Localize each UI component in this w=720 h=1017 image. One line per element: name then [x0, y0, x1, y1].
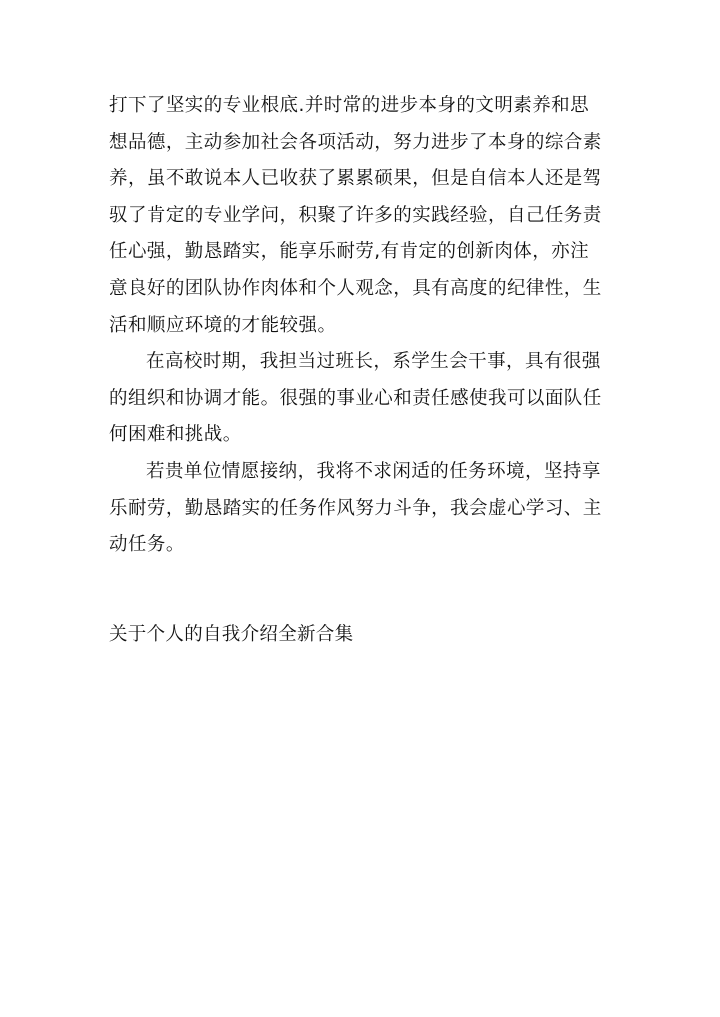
paragraph-3: [109, 454, 614, 564]
document-body: [109, 88, 614, 564]
paragraph-line: 乐耐劳，勤恳踏实的任务作风努力斗争，我会虚心学习、主: [109, 497, 602, 519]
paragraph-line: 打下了坚实的专业根底.并时常的进步本身的文明素养和思: [109, 95, 590, 116]
paragraph-line: 养，虽不敢说本人已收获了累累硕果，但是自信本人还是驾: [109, 168, 602, 190]
footer-title: 关于个人的自我介绍全新合集: [109, 624, 354, 645]
paragraph-2: [109, 344, 614, 454]
paragraph-line: 意良好的团队协作肉体和个人观念，具有高度的纪律性，生: [109, 277, 602, 299]
paragraph-line: 若贵单位情愿接纳，我将不求闲适的任务环境，坚持享: [146, 460, 601, 482]
paragraph-line: 想品德，主动参加社会各项活动，努力进步了本身的综合素: [109, 131, 602, 153]
paragraph-1: [109, 88, 614, 344]
paragraph-line: 活和顺应环境的才能较强。: [109, 314, 337, 336]
paragraph-line: 在高校时期，我担当过班长，系学生会干事，具有很强: [146, 351, 601, 373]
paragraph-line: 的组织和协调才能。很强的事业心和责任感使我可以面队任: [109, 387, 602, 409]
paragraph-line: 驭了肯定的专业学问，积聚了许多的实践经验，自己任务责: [109, 204, 602, 226]
paragraph-line: 任心强，勤恳踏实，能享乐耐劳,有肯定的创新肉体，亦注: [109, 241, 590, 263]
paragraph-line: 何困难和挑战。: [109, 424, 242, 446]
paragraph-line: 动任务。: [109, 534, 185, 556]
